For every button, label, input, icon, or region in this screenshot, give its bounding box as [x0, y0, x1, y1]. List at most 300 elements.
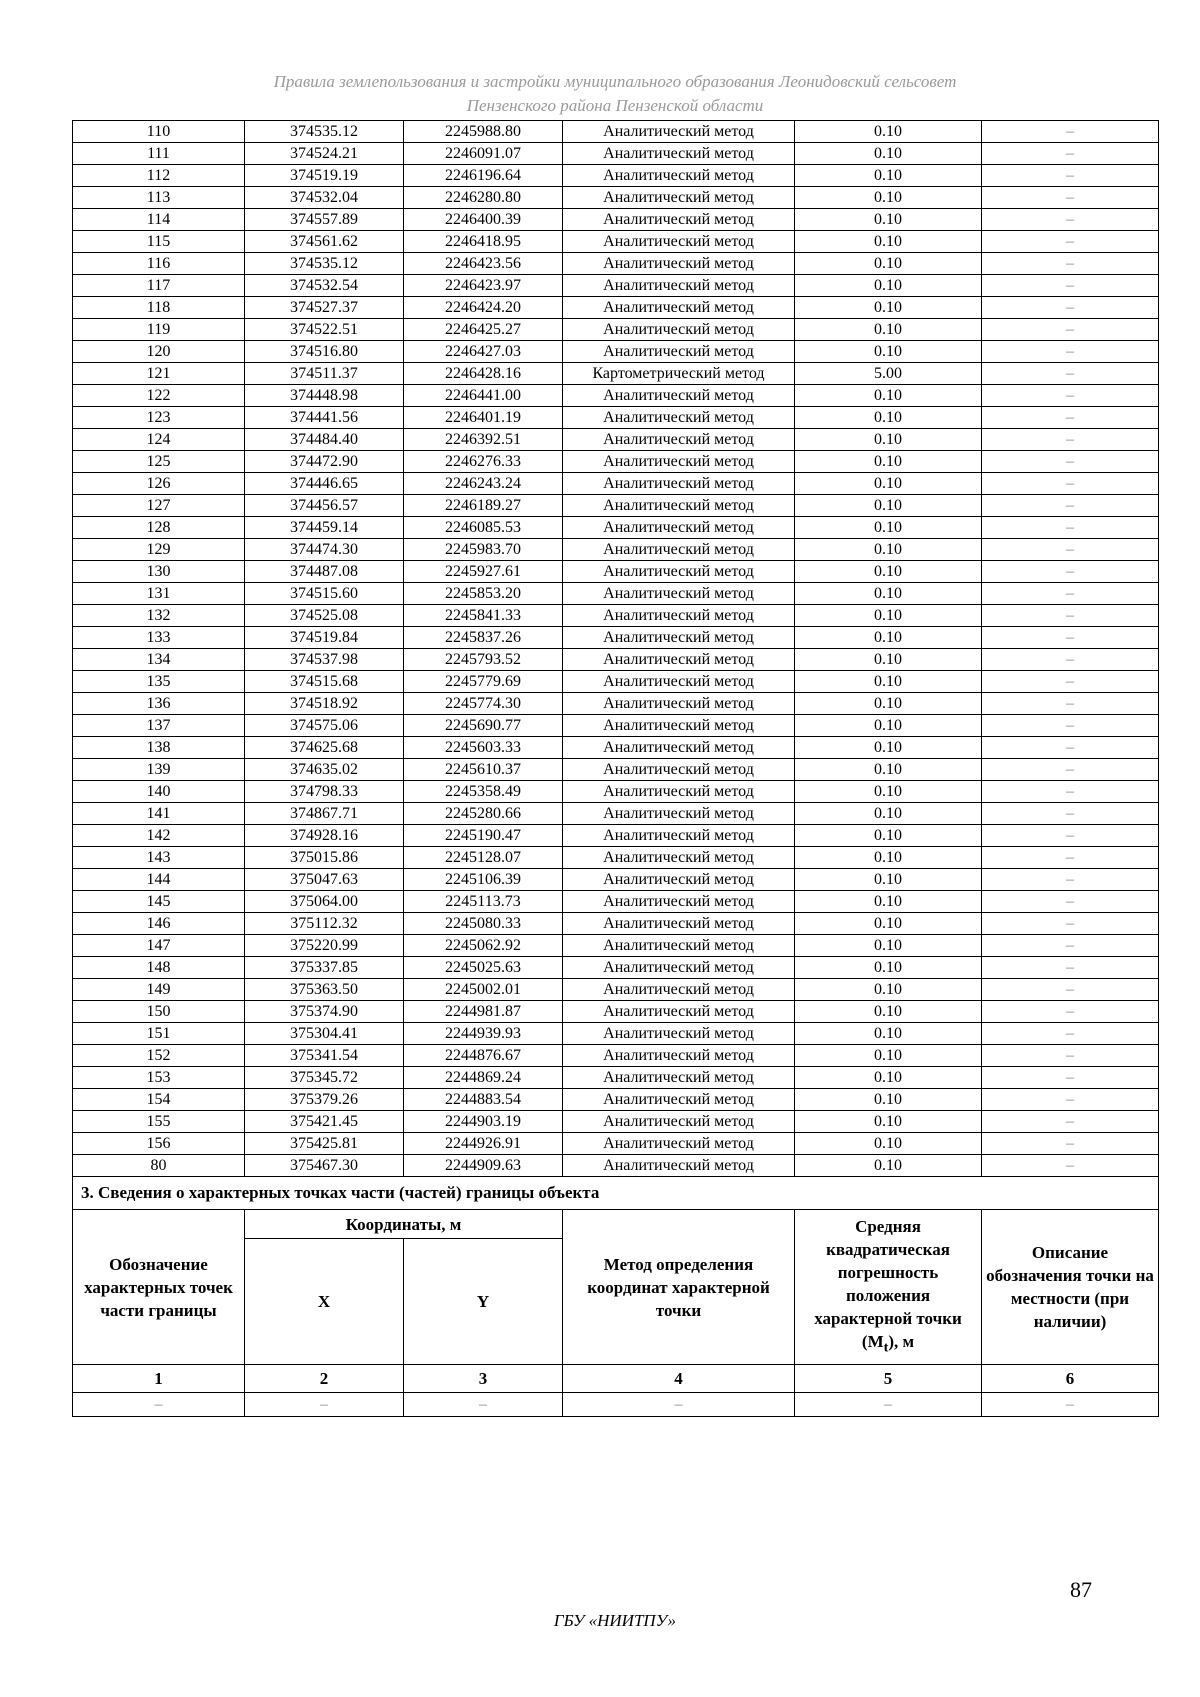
point-number-cell: 147 [73, 935, 245, 957]
error-cell: 0.10 [795, 847, 982, 869]
error-cell: 0.10 [795, 605, 982, 627]
method-cell: Аналитический метод [563, 1089, 795, 1111]
method-cell: Аналитический метод [563, 605, 795, 627]
error-cell: 0.10 [795, 1155, 982, 1177]
error-cell: 0.10 [795, 319, 982, 341]
table-row [73, 1023, 1159, 1045]
header-line-1: Правила землепользования и застройки муниципального образования Леонидовский сельсовет [273, 72, 957, 91]
error-cell: 0.10 [795, 825, 982, 847]
error-cell: 0.10 [795, 693, 982, 715]
method-cell: Аналитический метод [563, 1111, 795, 1133]
y-coordinate-cell: 2245128.07 [404, 847, 563, 869]
header-error-unit: ), м [888, 1331, 915, 1351]
method-cell: Аналитический метод [563, 539, 795, 561]
y-coordinate-cell: 2245062.92 [404, 935, 563, 957]
point-number-cell: 117 [73, 275, 245, 297]
y-coordinate-cell: 2246196.64 [404, 165, 563, 187]
description-cell: – [982, 891, 1159, 913]
error-cell: 0.10 [795, 1111, 982, 1133]
method-cell: Аналитический метод [563, 957, 795, 979]
description-cell: – [982, 341, 1159, 363]
point-number-cell: 134 [73, 649, 245, 671]
x-coordinate-cell: 374561.62 [245, 231, 404, 253]
section-3-title: 3. Сведения о характерных точках части (частей) границы объекта [73, 1177, 1159, 1210]
empty-cell: – [563, 1393, 795, 1417]
x-coordinate-cell: 374532.04 [245, 187, 404, 209]
x-coordinate-cell: 374519.84 [245, 627, 404, 649]
point-number-cell: 144 [73, 869, 245, 891]
y-coordinate-cell: 2246091.07 [404, 143, 563, 165]
table-row [73, 1155, 1159, 1177]
error-cell: 0.10 [795, 737, 982, 759]
x-coordinate-cell: 374474.30 [245, 539, 404, 561]
x-coordinate-cell: 374448.98 [245, 385, 404, 407]
table-row [73, 649, 1159, 671]
column-number: 2 [245, 1365, 404, 1393]
point-number-cell: 138 [73, 737, 245, 759]
error-cell: 0.10 [795, 671, 982, 693]
error-cell: 0.10 [795, 935, 982, 957]
table-row [73, 605, 1159, 627]
method-cell: Аналитический метод [563, 319, 795, 341]
table-row [73, 781, 1159, 803]
coordinates-table [72, 120, 1159, 1417]
empty-cell: – [404, 1393, 563, 1417]
x-coordinate-cell: 375220.99 [245, 935, 404, 957]
point-number-cell: 141 [73, 803, 245, 825]
table-row [73, 561, 1159, 583]
method-cell: Аналитический метод [563, 693, 795, 715]
description-cell: – [982, 737, 1159, 759]
method-cell: Аналитический метод [563, 231, 795, 253]
table-row [73, 297, 1159, 319]
point-number-cell: 115 [73, 231, 245, 253]
section-3-title-row [73, 1177, 1159, 1210]
y-coordinate-cell: 2246418.95 [404, 231, 563, 253]
table-row [73, 407, 1159, 429]
method-cell: Аналитический метод [563, 715, 795, 737]
x-coordinate-cell: 374511.37 [245, 363, 404, 385]
error-cell: 0.10 [795, 143, 982, 165]
description-cell: – [982, 275, 1159, 297]
method-cell: Аналитический метод [563, 627, 795, 649]
table-row [73, 715, 1159, 737]
point-number-cell: 137 [73, 715, 245, 737]
y-coordinate-cell: 2246392.51 [404, 429, 563, 451]
error-cell: 0.10 [795, 297, 982, 319]
point-number-cell: 118 [73, 297, 245, 319]
method-cell: Аналитический метод [563, 1067, 795, 1089]
y-coordinate-cell: 2244876.67 [404, 1045, 563, 1067]
y-coordinate-cell: 2245080.33 [404, 913, 563, 935]
method-cell: Аналитический метод [563, 583, 795, 605]
point-number-cell: 121 [73, 363, 245, 385]
empty-cell: – [245, 1393, 404, 1417]
method-cell: Аналитический метод [563, 781, 795, 803]
description-cell: – [982, 803, 1159, 825]
point-number-cell: 151 [73, 1023, 245, 1045]
point-number-cell: 128 [73, 517, 245, 539]
table-row [73, 1001, 1159, 1023]
description-cell: – [982, 429, 1159, 451]
y-coordinate-cell: 2245793.52 [404, 649, 563, 671]
point-number-cell: 143 [73, 847, 245, 869]
header-coordinates: Координаты, м [245, 1210, 563, 1239]
description-cell: – [982, 319, 1159, 341]
table-row [73, 209, 1159, 231]
document-header [72, 70, 1158, 118]
description-cell: – [982, 1067, 1159, 1089]
y-coordinate-cell: 2245927.61 [404, 561, 563, 583]
y-coordinate-cell: 2245113.73 [404, 891, 563, 913]
x-coordinate-cell: 374515.60 [245, 583, 404, 605]
table-row [73, 869, 1159, 891]
description-cell: – [982, 781, 1159, 803]
error-cell: 0.10 [795, 429, 982, 451]
point-number-cell: 129 [73, 539, 245, 561]
error-cell: 0.10 [795, 583, 982, 605]
point-number-cell: 131 [73, 583, 245, 605]
header-x: X [245, 1239, 404, 1365]
method-cell: Аналитический метод [563, 407, 795, 429]
error-cell: 0.10 [795, 385, 982, 407]
point-number-cell: 113 [73, 187, 245, 209]
description-cell: – [982, 957, 1159, 979]
method-cell: Аналитический метод [563, 187, 795, 209]
error-cell: 0.10 [795, 495, 982, 517]
error-cell: 0.10 [795, 781, 982, 803]
point-number-cell: 122 [73, 385, 245, 407]
description-cell: – [982, 869, 1159, 891]
error-cell: 0.10 [795, 803, 982, 825]
table-row [73, 671, 1159, 693]
y-coordinate-cell: 2245603.33 [404, 737, 563, 759]
x-coordinate-cell: 374459.14 [245, 517, 404, 539]
description-cell: – [982, 605, 1159, 627]
point-number-cell: 111 [73, 143, 245, 165]
description-cell: – [982, 1155, 1159, 1177]
method-cell: Аналитический метод [563, 209, 795, 231]
point-number-cell: 132 [73, 605, 245, 627]
y-coordinate-cell: 2244903.19 [404, 1111, 563, 1133]
point-number-cell: 156 [73, 1133, 245, 1155]
error-cell: 0.10 [795, 275, 982, 297]
description-cell: – [982, 715, 1159, 737]
method-cell: Аналитический метод [563, 561, 795, 583]
table-row [73, 385, 1159, 407]
x-coordinate-cell: 375064.00 [245, 891, 404, 913]
point-number-cell: 153 [73, 1067, 245, 1089]
point-number-cell: 116 [73, 253, 245, 275]
x-coordinate-cell: 375467.30 [245, 1155, 404, 1177]
y-coordinate-cell: 2246427.03 [404, 341, 563, 363]
header-method: Метод определения координат характерной точки [563, 1210, 795, 1365]
x-coordinate-cell: 375112.32 [245, 913, 404, 935]
header-error [795, 1210, 982, 1365]
table-row [73, 759, 1159, 781]
table-row [73, 583, 1159, 605]
x-coordinate-cell: 374519.19 [245, 165, 404, 187]
description-cell: – [982, 253, 1159, 275]
table-row [73, 187, 1159, 209]
method-cell: Аналитический метод [563, 825, 795, 847]
method-cell: Аналитический метод [563, 429, 795, 451]
x-coordinate-cell: 374525.08 [245, 605, 404, 627]
point-number-cell: 112 [73, 165, 245, 187]
description-cell: – [982, 495, 1159, 517]
header-y: Y [404, 1239, 563, 1365]
method-cell: Аналитический метод [563, 803, 795, 825]
x-coordinate-cell: 375341.54 [245, 1045, 404, 1067]
table-row [73, 935, 1159, 957]
table-row [73, 847, 1159, 869]
point-number-cell: 123 [73, 407, 245, 429]
part-boundary-empty-row [73, 1393, 1159, 1417]
method-cell: Аналитический метод [563, 671, 795, 693]
description-cell: – [982, 1001, 1159, 1023]
x-coordinate-cell: 375304.41 [245, 1023, 404, 1045]
point-number-cell: 146 [73, 913, 245, 935]
error-cell: 0.10 [795, 231, 982, 253]
description-cell: – [982, 143, 1159, 165]
method-cell: Аналитический метод [563, 979, 795, 1001]
description-cell: – [982, 231, 1159, 253]
x-coordinate-cell: 374456.57 [245, 495, 404, 517]
table-row [73, 363, 1159, 385]
y-coordinate-cell: 2245774.30 [404, 693, 563, 715]
description-cell: – [982, 649, 1159, 671]
y-coordinate-cell: 2246401.19 [404, 407, 563, 429]
description-cell: – [982, 1023, 1159, 1045]
y-coordinate-cell: 2245002.01 [404, 979, 563, 1001]
x-coordinate-cell: 374532.54 [245, 275, 404, 297]
description-cell: – [982, 385, 1159, 407]
error-cell: 0.10 [795, 715, 982, 737]
point-number-cell: 80 [73, 1155, 245, 1177]
point-number-cell: 126 [73, 473, 245, 495]
x-coordinate-cell: 374928.16 [245, 825, 404, 847]
description-cell: – [982, 517, 1159, 539]
x-coordinate-cell: 374524.21 [245, 143, 404, 165]
x-coordinate-cell: 374472.90 [245, 451, 404, 473]
table-row [73, 121, 1159, 143]
error-cell: 0.10 [795, 539, 982, 561]
y-coordinate-cell: 2244883.54 [404, 1089, 563, 1111]
header-line-2: Пензенского района Пензенской области [466, 96, 764, 115]
page-number: 87 [1070, 1577, 1092, 1602]
y-coordinate-cell: 2246423.97 [404, 275, 563, 297]
section-3-header-row-1 [73, 1210, 1159, 1239]
section-3 [73, 1177, 1159, 1417]
table-row [73, 451, 1159, 473]
x-coordinate-cell: 374441.56 [245, 407, 404, 429]
method-cell: Аналитический метод [563, 913, 795, 935]
description-cell: – [982, 913, 1159, 935]
y-coordinate-cell: 2246085.53 [404, 517, 563, 539]
x-coordinate-cell: 375379.26 [245, 1089, 404, 1111]
y-coordinate-cell: 2245690.77 [404, 715, 563, 737]
point-number-cell: 145 [73, 891, 245, 913]
method-cell: Аналитический метод [563, 451, 795, 473]
error-cell: 0.10 [795, 473, 982, 495]
error-cell: 0.10 [795, 1045, 982, 1067]
error-cell: 0.10 [795, 341, 982, 363]
column-number: 6 [982, 1365, 1159, 1393]
description-cell: – [982, 847, 1159, 869]
table-row [73, 1111, 1159, 1133]
x-coordinate-cell: 374798.33 [245, 781, 404, 803]
point-number-cell: 154 [73, 1089, 245, 1111]
description-cell: – [982, 1133, 1159, 1155]
x-coordinate-cell: 374522.51 [245, 319, 404, 341]
y-coordinate-cell: 2246423.56 [404, 253, 563, 275]
x-coordinate-cell: 374446.65 [245, 473, 404, 495]
error-cell: 0.10 [795, 1067, 982, 1089]
description-cell: – [982, 363, 1159, 385]
error-cell: 0.10 [795, 187, 982, 209]
table-row [73, 803, 1159, 825]
description-cell: – [982, 539, 1159, 561]
error-cell: 0.10 [795, 759, 982, 781]
error-cell: 0.10 [795, 121, 982, 143]
table-row [73, 825, 1159, 847]
method-cell: Аналитический метод [563, 297, 795, 319]
error-cell: 0.10 [795, 407, 982, 429]
table-row [73, 539, 1159, 561]
error-cell: 0.10 [795, 1001, 982, 1023]
x-coordinate-cell: 375421.45 [245, 1111, 404, 1133]
y-coordinate-cell: 2244981.87 [404, 1001, 563, 1023]
point-number-cell: 133 [73, 627, 245, 649]
y-coordinate-cell: 2245106.39 [404, 869, 563, 891]
method-cell: Аналитический метод [563, 649, 795, 671]
y-coordinate-cell: 2245837.26 [404, 627, 563, 649]
table-row [73, 1067, 1159, 1089]
description-cell: – [982, 627, 1159, 649]
x-coordinate-cell: 375337.85 [245, 957, 404, 979]
method-cell: Аналитический метод [563, 517, 795, 539]
method-cell: Аналитический метод [563, 121, 795, 143]
point-number-cell: 152 [73, 1045, 245, 1067]
description-cell: – [982, 979, 1159, 1001]
y-coordinate-cell: 2246425.27 [404, 319, 563, 341]
table-row [73, 143, 1159, 165]
x-coordinate-cell: 374516.80 [245, 341, 404, 363]
point-number-cell: 142 [73, 825, 245, 847]
table-row [73, 495, 1159, 517]
y-coordinate-cell: 2245779.69 [404, 671, 563, 693]
y-coordinate-cell: 2246424.20 [404, 297, 563, 319]
empty-cell: – [795, 1393, 982, 1417]
method-cell: Аналитический метод [563, 1045, 795, 1067]
column-number: 1 [73, 1365, 245, 1393]
error-cell: 0.10 [795, 209, 982, 231]
y-coordinate-cell: 2245280.66 [404, 803, 563, 825]
x-coordinate-cell: 374867.71 [245, 803, 404, 825]
method-cell: Аналитический метод [563, 165, 795, 187]
x-coordinate-cell: 374635.02 [245, 759, 404, 781]
y-coordinate-cell: 2246400.39 [404, 209, 563, 231]
x-coordinate-cell: 374484.40 [245, 429, 404, 451]
y-coordinate-cell: 2245841.33 [404, 605, 563, 627]
method-cell: Аналитический метод [563, 473, 795, 495]
empty-cell: – [982, 1393, 1159, 1417]
y-coordinate-cell: 2246243.24 [404, 473, 563, 495]
table-row [73, 231, 1159, 253]
description-cell: – [982, 1089, 1159, 1111]
method-cell: Аналитический метод [563, 759, 795, 781]
table-row [73, 957, 1159, 979]
table-row [73, 341, 1159, 363]
y-coordinate-cell: 2245983.70 [404, 539, 563, 561]
point-number-cell: 130 [73, 561, 245, 583]
point-number-cell: 127 [73, 495, 245, 517]
method-cell: Аналитический метод [563, 341, 795, 363]
header-error-text: Средняя квадратическая погрешность положения характерной точки (M [814, 1216, 962, 1351]
x-coordinate-cell: 374527.37 [245, 297, 404, 319]
error-cell: 0.10 [795, 913, 982, 935]
description-cell: – [982, 187, 1159, 209]
table-row [73, 627, 1159, 649]
x-coordinate-cell: 374535.12 [245, 121, 404, 143]
error-cell: 0.10 [795, 979, 982, 1001]
description-cell: – [982, 209, 1159, 231]
point-number-cell: 149 [73, 979, 245, 1001]
header-description: Описание обозначения точки на местности (при наличии) [982, 1210, 1159, 1365]
error-cell: 0.10 [795, 165, 982, 187]
method-cell: Аналитический метод [563, 891, 795, 913]
x-coordinate-cell: 375015.86 [245, 847, 404, 869]
description-cell: – [982, 451, 1159, 473]
point-number-cell: 150 [73, 1001, 245, 1023]
point-number-cell: 110 [73, 121, 245, 143]
y-coordinate-cell: 2244939.93 [404, 1023, 563, 1045]
y-coordinate-cell: 2246280.80 [404, 187, 563, 209]
x-coordinate-cell: 375345.72 [245, 1067, 404, 1089]
x-coordinate-cell: 374557.89 [245, 209, 404, 231]
y-coordinate-cell: 2245853.20 [404, 583, 563, 605]
table-row [73, 517, 1159, 539]
method-cell: Аналитический метод [563, 275, 795, 297]
method-cell: Аналитический метод [563, 869, 795, 891]
table-row [73, 1133, 1159, 1155]
x-coordinate-cell: 374537.98 [245, 649, 404, 671]
header-error-subscript: t [883, 1339, 889, 1356]
y-coordinate-cell: 2244926.91 [404, 1133, 563, 1155]
y-coordinate-cell: 2245025.63 [404, 957, 563, 979]
error-cell: 0.10 [795, 517, 982, 539]
table-row [73, 891, 1159, 913]
y-coordinate-cell: 2245988.80 [404, 121, 563, 143]
empty-cell: – [73, 1393, 245, 1417]
error-cell: 0.10 [795, 891, 982, 913]
x-coordinate-cell: 374518.92 [245, 693, 404, 715]
description-cell: – [982, 297, 1159, 319]
error-cell: 0.10 [795, 649, 982, 671]
description-cell: – [982, 1111, 1159, 1133]
error-cell: 0.10 [795, 451, 982, 473]
x-coordinate-cell: 374625.68 [245, 737, 404, 759]
method-cell: Аналитический метод [563, 737, 795, 759]
table-row [73, 429, 1159, 451]
point-number-cell: 135 [73, 671, 245, 693]
method-cell: Картометрический метод [563, 363, 795, 385]
error-cell: 0.10 [795, 869, 982, 891]
point-number-cell: 124 [73, 429, 245, 451]
point-number-cell: 140 [73, 781, 245, 803]
table-row [73, 165, 1159, 187]
y-coordinate-cell: 2246428.16 [404, 363, 563, 385]
